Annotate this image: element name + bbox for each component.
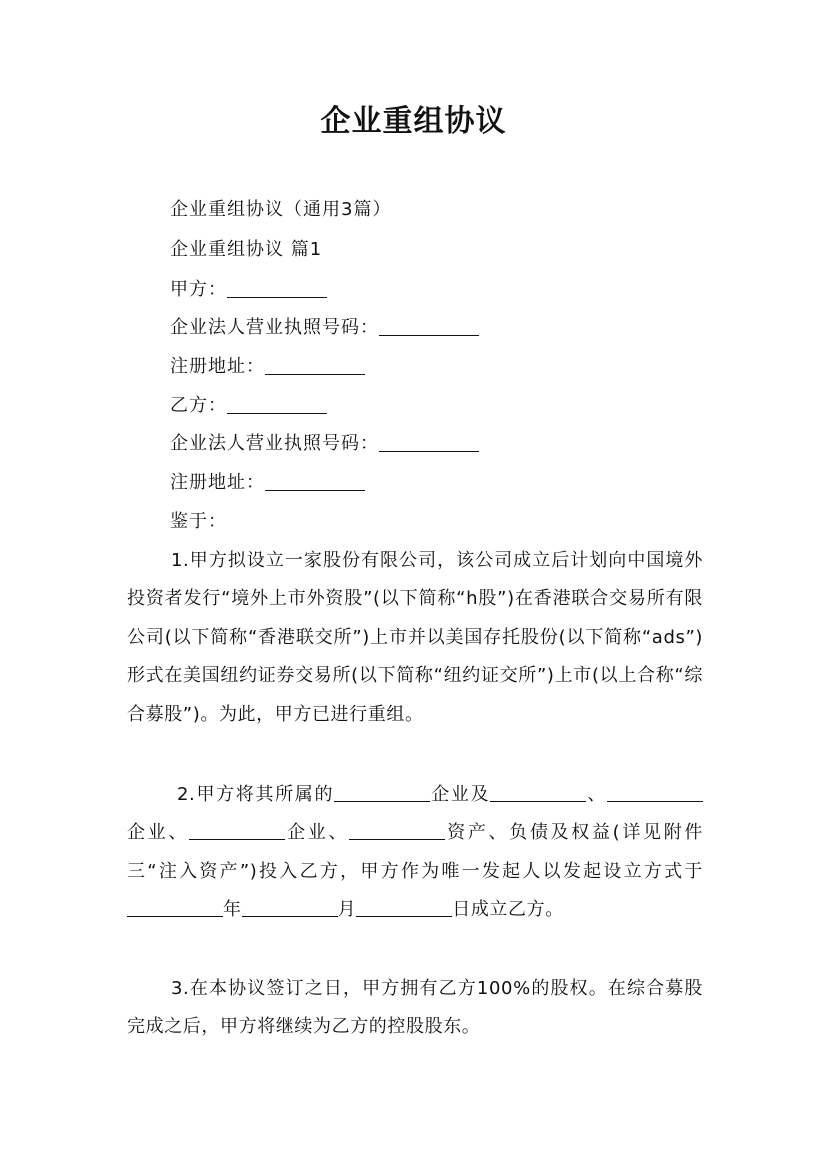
clause-2-part4: 企业、 xyxy=(127,822,190,844)
clause-3 xyxy=(127,970,703,1047)
party-a-license-blank xyxy=(379,317,479,336)
clause-2-blank-4 xyxy=(189,821,285,840)
document-subtitle: 企业重组协议（通用3篇） xyxy=(170,199,392,220)
party-b-line xyxy=(170,394,327,418)
party-a-blank xyxy=(227,279,327,298)
party-a-license-line xyxy=(170,316,479,340)
whereas-label: 鉴于： xyxy=(170,511,227,532)
document-title: 企业重组协议 xyxy=(320,104,507,139)
clause-2-month: 月 xyxy=(337,899,357,921)
clause-2-year: 年 xyxy=(223,899,242,921)
section-heading: 企业重组协议 篇1 xyxy=(170,239,323,260)
clause-2-blank-3 xyxy=(607,783,703,802)
clause-1 xyxy=(127,542,703,734)
clause-2 xyxy=(127,776,703,930)
party-b-license-label: 企业法人营业执照号码： xyxy=(170,433,379,454)
party-a-license-label: 企业法人营业执照号码： xyxy=(170,317,379,338)
clause-2-part6: 资产、负债及权益(详见附件三“注入资产”)投入乙方，甲方作为唯一发起人以发起设立方式于 xyxy=(127,822,703,882)
clause-2-part3: 、 xyxy=(586,784,607,805)
clause-2-blank-1 xyxy=(334,783,430,802)
party-a-line xyxy=(170,278,327,302)
party-a-label: 甲方： xyxy=(170,279,227,300)
clause-3-text: 3.在本协议签订之日，甲方拥有乙方100%的股权。在综合募股完成之后，甲方将继续为乙方的控股股东。 xyxy=(127,978,703,1038)
clause-2-blank-5 xyxy=(349,821,445,840)
party-b-address-blank xyxy=(265,472,365,491)
clause-2-part1: 2.甲方将其所属的 xyxy=(177,784,335,805)
party-a-address-label: 注册地址： xyxy=(170,356,265,377)
clause-2-day-rest: 日成立乙方。 xyxy=(452,899,564,921)
clause-2-blank-2 xyxy=(490,783,586,802)
party-b-license-line xyxy=(170,432,479,456)
party-b-address-line xyxy=(170,471,365,495)
clause-1-text: 1.甲方拟设立一家股份有限公司，该公司成立后计划向中国境外投资者发行“境外上市外资股”(以下简称“h股”)在香港联合交易所有限公司(以下简称“香港联交所”)上市并以美国存托股份(以下简称“ads”)形式在美国纽约证券交易所(以下简称“纽约证交所”)上市(以上合称“综合募股”)。为此，甲方已进行重组。 xyxy=(127,550,703,725)
clause-2-part5: 企业、 xyxy=(285,822,350,844)
party-b-license-blank xyxy=(379,433,479,452)
party-a-address-line xyxy=(170,355,365,379)
clause-2-day-blank xyxy=(356,898,452,917)
party-a-address-blank xyxy=(265,356,365,375)
party-b-address-label: 注册地址： xyxy=(170,472,265,493)
party-b-label: 乙方： xyxy=(170,395,227,416)
clause-2-month-blank xyxy=(242,898,338,917)
clause-2-year-blank xyxy=(127,898,223,917)
party-b-blank xyxy=(227,395,327,414)
clause-2-part2: 企业及 xyxy=(430,784,491,805)
